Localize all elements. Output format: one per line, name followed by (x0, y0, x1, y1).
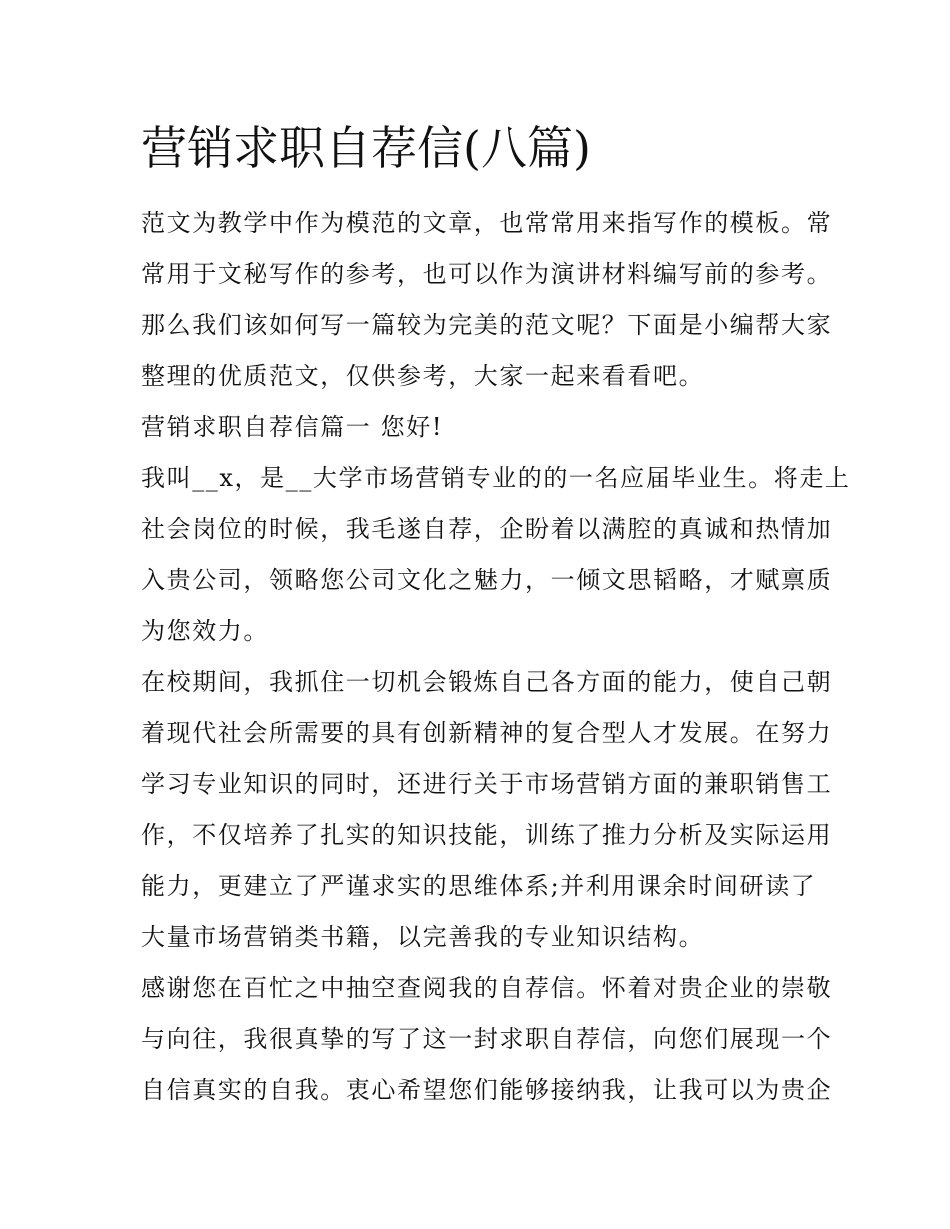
text-line: 自信真实的自我。衷心希望您们能够接纳我，让我可以为贵企 (141, 1076, 833, 1104)
text-line: 那么我们该如何写一篇较为完美的范文呢？下面是小编帮大家 (141, 311, 833, 339)
document-title: 营销求职自荐信(八篇) (141, 121, 591, 175)
text-line: 入贵公司，领略您公司文化之魅力，一倾文思韬略，才赋禀质 (141, 566, 833, 594)
text-line: 整理的优质范文，仅供参考，大家一起来看看吧。 (141, 362, 705, 390)
text-line: 大量市场营销类书籍，以完善我的专业知识结构。 (141, 923, 705, 951)
text-line: 为您效力。 (141, 617, 269, 645)
text-line: 着现代社会所需要的具有创新精神的复合型人才发展。在努力 (141, 719, 833, 747)
text-line: 范文为教学中作为模范的文章，也常常用来指写作的模板。常 (141, 209, 833, 237)
text-line: 我叫__x，是__大学市场营销专业的的一名应届毕业生。将走上 (141, 464, 851, 492)
section-heading-line: 营销求职自荐信篇一 您好! (141, 413, 444, 441)
text-line: 感谢您在百忙之中抽空查阅我的自荐信。怀着对贵企业的崇敬 (141, 974, 833, 1002)
text-line: 在校期间，我抓住一切机会锻炼自己各方面的能力，使自己朝 (141, 668, 833, 696)
text-line: 能力，更建立了严谨求实的思维体系;并利用课余时间研读了 (141, 872, 817, 900)
text-line: 作，不仅培养了扎实的知识技能，训练了推力分析及实际运用 (141, 821, 833, 849)
text-line: 学习专业知识的同时，还进行关于市场营销方面的兼职销售工 (141, 770, 833, 798)
text-line: 与向往，我很真挚的写了这一封求职自荐信，向您们展现一个 (141, 1025, 833, 1053)
document-body (141, 198, 851, 1116)
text-line: 社会岗位的时候，我毛遂自荐，企盼着以满腔的真诚和热情加 (141, 515, 833, 543)
text-line: 常用于文秘写作的参考，也可以作为演讲材料编写前的参考。 (141, 260, 833, 288)
